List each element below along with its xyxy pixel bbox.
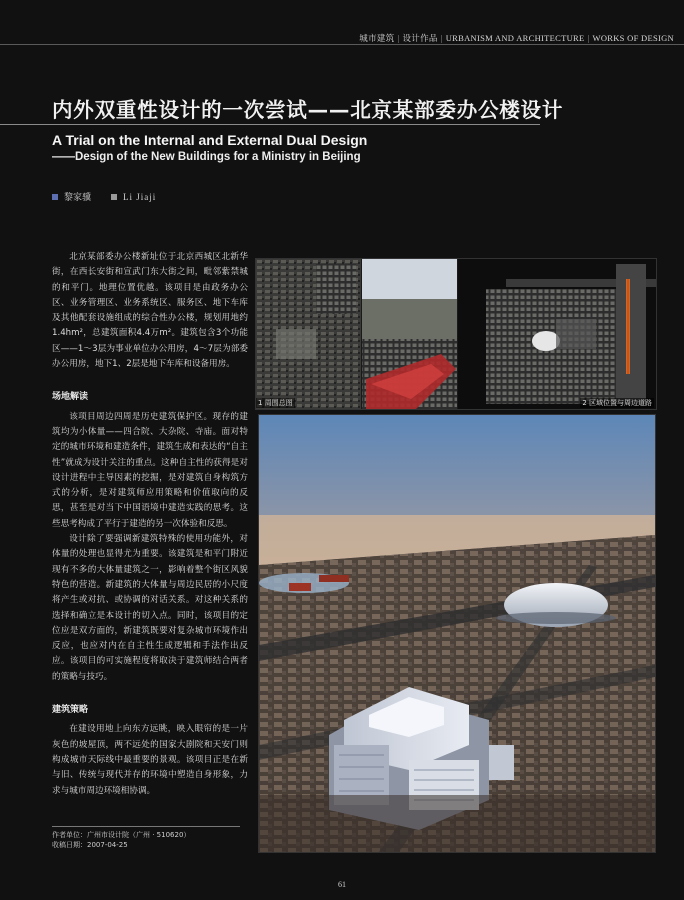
figure-caption: 2 区域位置与周边道路	[582, 399, 652, 407]
title-chinese: 内外双重性设计的一次尝试——北京某部委办公楼设计	[52, 98, 564, 122]
body-paragraph: 在建设用地上向东方远眺，映入眼帘的是一片灰色的坡屋顶，两不远处的国家大剧院和天安门则构成城市天际线中最重要的景观。该项目正是在新与旧、传统与现代并存的环境中塑造自身形象，力求与城市周边环境相协调。	[52, 724, 248, 796]
site-plan-graphic	[256, 259, 656, 409]
header-rule	[0, 44, 684, 45]
body-paragraph: 北京某部委办公楼新址位于北京西城区北新华街，在西长安街和宣武门东大街之间，毗邻紫禁城的和平门。地理位置优越。该项目是由政务办公区、业务管理区、业务系统区、服务区、地下车库及其他配套设施组成的综合性办公楼，规划用地约1.4hm²，总建筑面积4.4万m²。建筑包含3个功能区——1～3层为事业单位办公用房，4～7层为部委办公用房，地下1、2层是地下车库和设备用房。	[52, 252, 248, 370]
body-paragraph: 该项目周边四周是历史建筑保护区。现存的建筑均为小体量——四合院、大杂院、寺庙。面对特定的城市环境和建造条件，建筑生成和表达的“自主性”就成为设计关注的重点。这种自主性的获得是对设计进程中主导因素的挖掘，是对建筑自身构筑方式的分析，是对建筑师应用策略和价值取向的反思，甚至是对当下中国语境中建造实践的思考。这些思考构成了平行于建造的另一次体验和反思。	[52, 411, 248, 529]
running-head: 城市建筑 | 设计作品 | URBANISM AND ARCHITECTURE | WORKS OF DESIGN	[359, 33, 674, 43]
section-en: URBANISM AND ARCHITECTURE	[445, 33, 585, 43]
author-line	[52, 190, 156, 203]
received-date: 收稿日期：2007-04-25	[52, 841, 128, 849]
body-paragraph: 设计除了要强调新建筑特殊的使用功能外，对体量的处理也显得尤为重要。该建筑是和平门附近现有不多的大体量建筑之一，影响着整个街区风貌特色的营造。新建筑的大体量与周边民居的小尺度将产生或对抗、或协调的对话关系。对这种关系的选择和确立是本设计的切入点。同时，该项目的定位应是双方面的，新建筑既要对复杂城市环境作出反应，也应对内在自主性生成逻辑和手法作出反应。该项目的可实施程度将取决于建筑师结合两者的策略与技巧。	[52, 534, 248, 682]
section-cn2: 设计作品	[402, 33, 438, 43]
title-english: A Trial on the Internal and External Dual Design	[52, 132, 368, 148]
body-column	[52, 250, 248, 799]
section-heading: 建筑策略	[52, 705, 89, 716]
section-cn: 城市建筑	[359, 33, 395, 43]
section-heading: 场地解读	[52, 392, 89, 403]
bullet-square-icon	[52, 194, 58, 200]
rendering-graphic	[259, 415, 655, 852]
title-rule	[0, 124, 540, 125]
footnote-rule	[52, 826, 240, 827]
page-number: 61	[338, 880, 346, 889]
author-english: Li Jiaji	[123, 191, 157, 202]
bullet-square-icon	[111, 194, 117, 200]
subtitle-english: ——Design of the New Buildings for a Ministry in Beijing	[52, 151, 361, 163]
figure-caption: 1 周围总图	[258, 399, 293, 407]
architectural-rendering	[258, 414, 656, 853]
site-plan-figure	[255, 258, 657, 410]
author-affiliation: 作者单位：广州市设计院（广州 · 510620）	[52, 831, 191, 839]
section-en2: WORKS OF DESIGN	[592, 33, 674, 43]
author-chinese: 黎家骥	[64, 193, 92, 203]
footnote	[52, 830, 190, 850]
